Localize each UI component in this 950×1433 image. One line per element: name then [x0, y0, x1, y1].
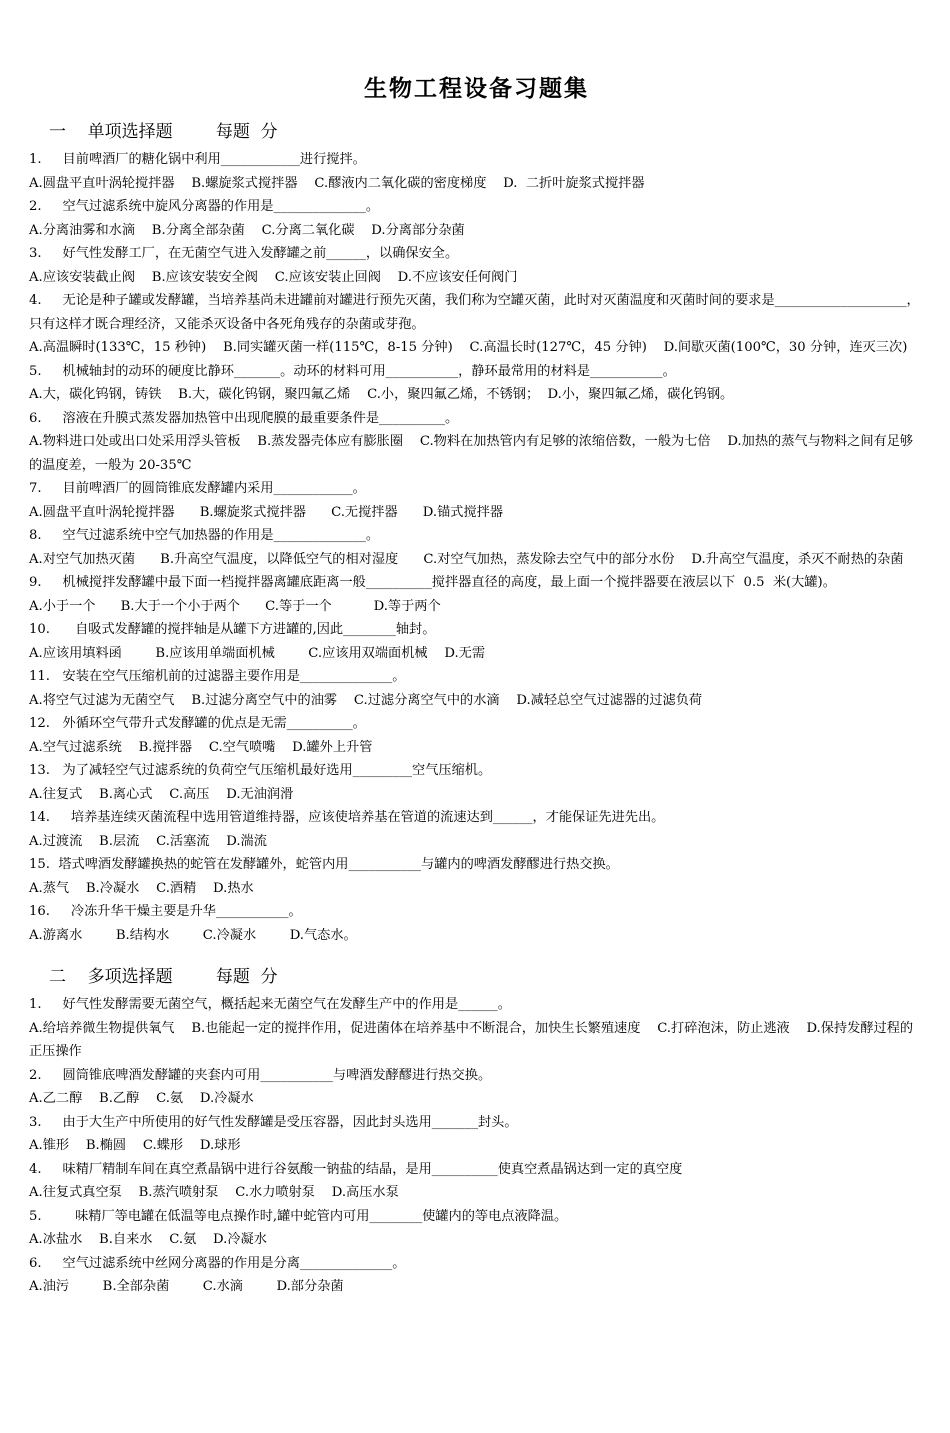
question-stem: 7. 目前啤酒厂的圆筒锥底发酵罐内采用____________。 [29, 481, 366, 496]
question-options: A.空气过滤系统 B.搅拌器 C.空气喷嘴 D.罐外上升管 [29, 739, 373, 755]
question-stem: 6. 空气过滤系统中丝网分离器的作用是分离______________。 [29, 1255, 406, 1271]
question-stem: 4. 味精厂精制车间在真空煮晶锅中进行谷氨酸一钠盐的结晶，是用__________使真空煮晶锅达到一定的真空度 [29, 1161, 683, 1177]
question-options: A.对空气加热灭菌 B.升高空气温度，以降低空气的相对湿度 C.对空气加热，蒸发除去空气中的部分水份 D.升高空气温度，杀灭不耐热的杂菌 [29, 551, 904, 567]
question-options: A.蒸气 B.冷凝水 C.酒精 D.热水 [29, 880, 254, 896]
question-stem: 2. 空气过滤系统中旋风分离器的作用是______________。 [29, 199, 380, 214]
question-stem: 10. 自吸式发酵罐的搅拌轴是从罐下方进罐的,因此________轴封。 [29, 622, 436, 637]
question-options: A.往复式真空泵 B.蒸汽喷射泵 C.水力喷射泵 D.高压水泵 [29, 1185, 399, 1200]
question-options: A.高温瞬时(133℃，15 秒钟) B.同实罐灭菌一样(115℃，8-15 分钟) C.高温长时(127℃，45 分钟) D.间歇灭菌(100℃，30 分钟，连灭三次) [29, 340, 908, 355]
question-list [29, 148, 924, 947]
section-multiple-choice [29, 961, 924, 1299]
question-stem: 1. 好气性发酵需要无菌空气，概括起来无菌空气在发酵生产中的作用是______。 [29, 997, 511, 1012]
question-stem: 1. 目前啤酒厂的糖化锅中利用____________进行搅拌。 [29, 152, 366, 167]
question-options: A.过渡流 B.层流 C.活塞流 D.湍流 [29, 833, 267, 849]
question-options: A.圆盘平直叶涡轮搅拌器 B.螺旋浆式搅拌器 C.无搅拌器 D.锚式搅拌器 [29, 504, 504, 520]
question-options: A.往复式 B.离心式 C.高压 D.无油润滑 [29, 786, 294, 802]
question-stem: 4. 无论是种子罐或发酵罐，当培养基尚未进罐前对罐进行预先灭菌，我们称为空罐灭菌，此时对灭菌温度和灭菌时间的要求是____________________，只有这样才既合理经济，又能杀灭设备中各死角残存的杂菌或芽孢。 [29, 293, 920, 332]
question-stem: 3. 好气性发酵工厂，在无菌空气进入发酵罐之前______，以确保安全。 [29, 246, 459, 261]
question-options: A.冰盐水 B.自来水 C.氨 D.冷凝水 [29, 1232, 267, 1247]
question-stem: 3. 由于大生产中所使用的好气性发酵罐是受压容器，因此封头选用_______封头。 [29, 1114, 518, 1130]
question-options: A.分离油雾和水滴 B.分离全部杂菌 C.分离二氧化碳 D.分离部分杂菌 [29, 222, 465, 238]
question-stem: 16. 冷冻升华干燥主要是升华___________。 [29, 904, 302, 919]
question-stem: 5. 味精厂等电罐在低温等电点操作时,罐中蛇管内可用________使罐内的等电点液降温。 [29, 1208, 568, 1224]
question-options: A.小于一个 B.大于一个小于两个 C.等于一个 D.等于两个 [29, 598, 441, 614]
question-stem: 15. 塔式啤酒发酵罐换热的蛇管在发酵罐外，蛇管内用___________与罐内的啤酒发酵醪进行热交换。 [29, 857, 619, 872]
question-options: A.圆盘平直叶涡轮搅拌器 B.螺旋浆式搅拌器 C.醪液内二氧化碳的密度梯度 D. 二折叶旋浆式搅拌器 [29, 175, 645, 191]
question-options: A.应该安装截止阀 B.应该安装安全阀 C.应该安装止回阀 D.不应该安任何阀门 [29, 269, 518, 285]
question-options: A.大，碳化钨钢，铸铁 B.大，碳化钨钢，聚四氟乙烯 C.小，聚四氟乙烯，不锈钢； D.小，聚四氟乙烯，碳化钨钢。 [29, 387, 734, 402]
section-single-choice [29, 116, 924, 947]
question-options: A.锥形 B.椭圆 C.蝶形 D.球形 [29, 1138, 241, 1153]
question-stem: 12. 外循环空气带升式发酵罐的优点是无需__________。 [29, 716, 366, 731]
question-options: A.游离水 B.结构水 C.冷凝水 D.气态水。 [29, 927, 357, 943]
question-stem: 13. 为了减轻空气过滤系统的负荷空气压缩机最好选用_________空气压缩机。 [29, 763, 492, 778]
question-options: A.应该用填料函 B.应该用单端面机械 C.应该用双端面机械 D.无需 [29, 645, 486, 661]
section-heading: 二 多项选择题 每题 分 [49, 967, 278, 987]
question-stem: 8. 空气过滤系统中空气加热器的作用是______________。 [29, 528, 380, 543]
question-options: A.乙二醇 B.乙醇 C.氨 D.冷凝水 [29, 1091, 254, 1106]
question-options: A.油污 B.全部杂菌 C.水滴 D.部分杂菌 [29, 1279, 344, 1294]
question-options: A.物料进口处或出口处采用浮头管板 B.蒸发器壳体应有膨胀圈 C.物料在加热管内有足够的浓缩倍数，一般为七倍 D.加热的蒸气与物料之间有足够的温度差，一般为 20-35℃ [29, 434, 914, 473]
question-stem: 6. 溶液在升膜式蒸发器加热管中出现爬膜的最重要条件是__________。 [29, 410, 459, 426]
section-heading: 一 单项选择题 每题 分 [49, 122, 278, 142]
question-stem: 14. 培养基连续灭菌流程中选用管道维持器，应该使培养基在管道的流速达到______，才能保证先进先出。 [29, 810, 665, 825]
question-stem: 5. 机械轴封的动环的硬度比静环_______。动环的材料可用___________，静环最常用的材料是___________。 [29, 363, 676, 379]
question-stem: 2. 圆筒锥底啤酒发酵罐的夹套内可用___________与啤酒发酵醪进行热交换。 [29, 1067, 492, 1083]
question-options: A.将空气过滤为无菌空气 B.过滤分离空气中的油雾 C.过滤分离空气中的水滴 D.减轻总空气过滤器的过滤负荷 [29, 692, 703, 708]
question-stem: 11. 安装在空气压缩机前的过滤器主要作用是______________。 [29, 669, 406, 684]
document-title: 生物工程设备习题集 [364, 76, 589, 102]
question-list [29, 993, 924, 1299]
question-stem: 9. 机械搅拌发酵罐中最下面一档搅拌器离罐底距离一般__________搅拌器直径的高度，最上面一个搅拌器要在液层以下 0.5 米(大罐)。 [29, 575, 836, 590]
question-options: A.给培养微生物提供氧气 B.也能起一定的搅拌作用，促进菌体在培养基中不断混合，加快生长繁殖速度 C.打碎泡沫，防止逃液 D.保持发酵过程的正压操作 [29, 1020, 914, 1059]
